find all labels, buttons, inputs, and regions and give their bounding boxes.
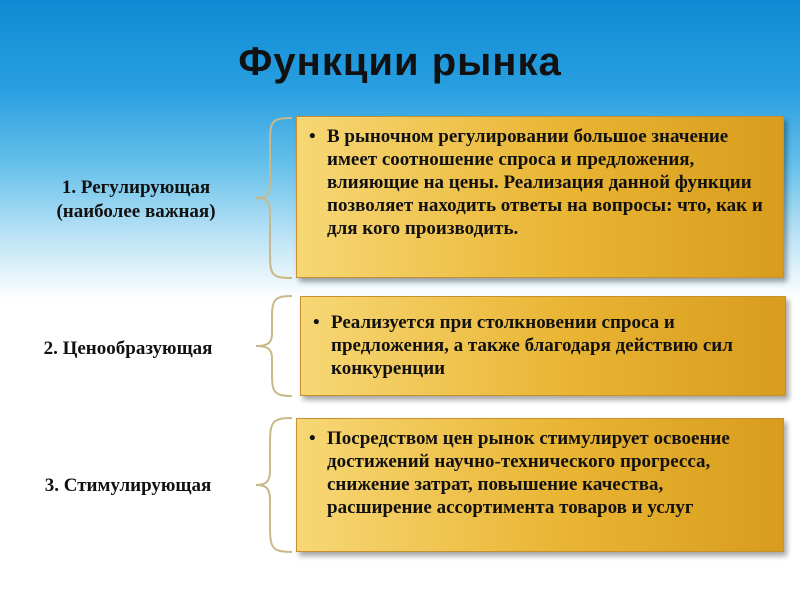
- function-3-description-item: [307, 427, 771, 519]
- function-1-label-line2: (наиболее важная): [56, 201, 216, 222]
- function-1-description: В рыночном регулировании большое значение имеет соотношение спроса и предложения, влияющие на цены. Реализация данной функции позволяет находить ответы на вопросы: что, как и для кого производить.: [327, 126, 763, 239]
- function-3-brace: [252, 416, 298, 554]
- function-3-description-box: [296, 418, 784, 552]
- function-1-description-box: [296, 116, 784, 278]
- slide-title: Функции рынка: [238, 40, 562, 84]
- function-2-description: Реализуется при столкновении спроса и предложения, а также благодаря действию сил конкуренции: [331, 312, 733, 379]
- bullet-icon: •: [309, 126, 316, 147]
- function-1-description-item: [307, 125, 771, 240]
- function-1-brace: [252, 116, 298, 280]
- function-2-brace: [252, 294, 298, 398]
- bullet-icon: •: [309, 428, 316, 449]
- bullet-icon: •: [313, 312, 320, 333]
- function-3-description: Посредством цен рынок стимулирует освоение достижений научно-технического прогресса, снижение затрат, повышение качества, расширение ассортимента товаров и услуг: [327, 428, 730, 518]
- function-3-label-line1: 3. Стимулирующая: [44, 475, 212, 496]
- function-2-label: [12, 337, 244, 361]
- function-2-label-line1: 2. Ценообразующая: [43, 338, 213, 359]
- function-1-label-line1: 1. Регулирующая: [61, 177, 211, 198]
- function-3-label: [12, 474, 244, 498]
- function-2-description-box: [300, 296, 786, 396]
- function-2-description-item: [311, 311, 773, 380]
- function-1-label: [22, 176, 250, 224]
